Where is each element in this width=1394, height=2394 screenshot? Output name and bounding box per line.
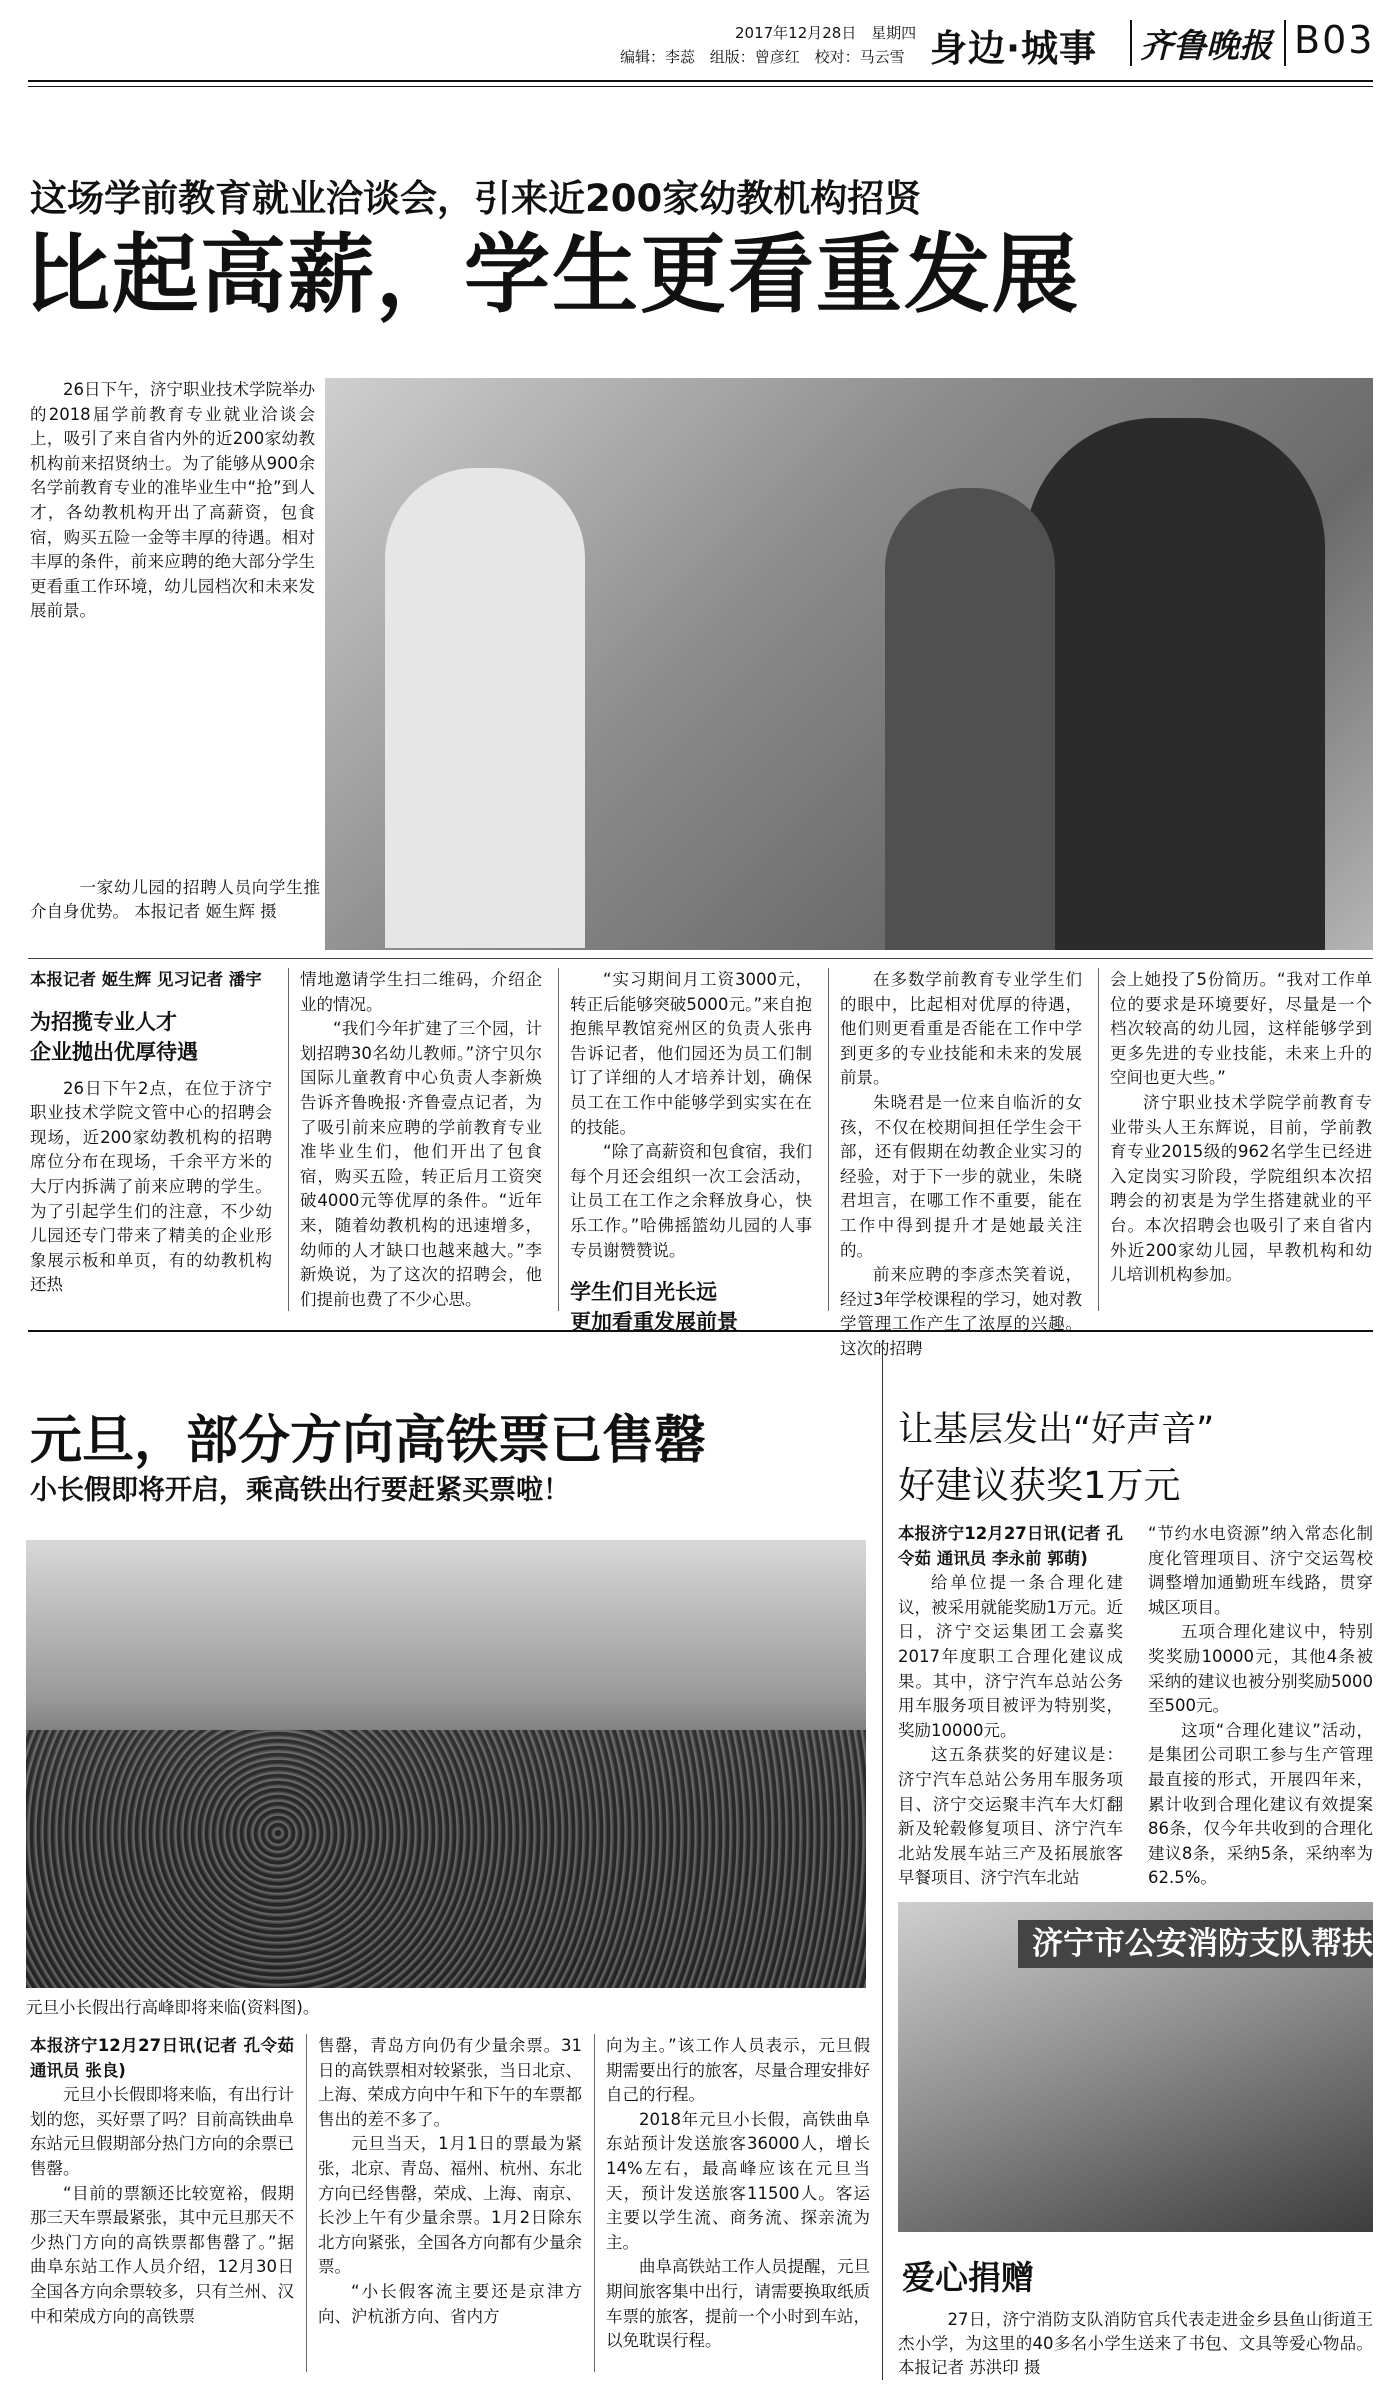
- story4-headline: 爱心捐赠: [902, 2258, 1034, 2297]
- story3-colB-text-1: 五项合理化建议中，特别奖奖励10000元，其他4条被采纳的建议也被分别奖励5000至500元。: [1148, 1622, 1373, 1716]
- story1-col4-text-2: 朱晓君是一位来自临沂的女孩，不仅在校期间担任学生会干部，还有假期在幼教企业实习的经验，对于下一步的就业，朱晓君坦言，在哪工作不重要，能在工作中得到提升才是她最关注的。: [840, 1092, 1082, 1260]
- story2-colC-text-2: 曲阜高铁站工作人员提醒，元旦期间旅客集中出行，请需要换取纸质车票的旅客，提前一个小时到车站，以免耽误行程。: [606, 2257, 870, 2351]
- story1-column-2: [300, 968, 542, 1312]
- photo-caption: 一家幼儿园的招聘人员向学生推介自身优势。 本报记者 姬生辉 摄: [30, 878, 320, 921]
- story2-column-3: [606, 2034, 870, 2354]
- story1-column-5: [1110, 968, 1372, 1288]
- story3-colA-text-0: 给单位提一条合理化建议，被采用就能奖励1万元。近日，济宁交运集团工会嘉奖2017年度职工合理化建议成果。其中，济宁汽车总站公务用车服务项目被评为特别奖，奖励10000元。: [898, 1573, 1123, 1740]
- proof-credit: 校对：马云雪: [814, 48, 905, 66]
- story2-byline: 本报济宁12月27日讯(记者 孔令茹 通讯员 张良): [30, 2036, 294, 2080]
- story2-column-2: [318, 2034, 582, 2329]
- col-divider: [1098, 968, 1099, 1311]
- section-title: 身边·城事: [930, 27, 1098, 70]
- story1-caption: [30, 876, 320, 924]
- story1-lead: [30, 378, 315, 624]
- section-rule: [28, 1330, 1373, 1332]
- story3-column-2: [1148, 1522, 1373, 1891]
- masthead-rule-2: [28, 86, 1373, 87]
- story1-col3-text-1: “实习期间月工资3000元，转正后能够突破5000元。”来自抱抱熊早教馆兖州区的负责人张冉告诉记者，他们园还为员工们制订了详细的人才培养计划，确保员工在工作中能够学到实实在在的技能。: [570, 970, 812, 1137]
- story1-col4-text-3: 前来应聘的李彦杰笑着说，经过3年学校课程的学习，她对教学管理工作产生了浓厚的兴趣。这次的招聘: [840, 1265, 1082, 1358]
- story1-photo: [325, 378, 1373, 950]
- paper-logo: 齐鲁晚报: [1140, 26, 1272, 65]
- story3-headline-2: 好建议获奖1万元: [898, 1464, 1181, 1507]
- story1-column-3: [570, 968, 812, 1347]
- story1-headline: 比起高薪，学生更看重发展: [24, 225, 1080, 325]
- story1-col5-text-1: 济宁职业技术学院学前教育专业带头人王东辉说，目前，学前教育专业2015级的962名学生已经进入定岗实习阶段，学院组织本次招聘会的初衷是为学生搭建就业的平台。本次招聘会也吸引了来自省内外近200家幼儿园，早教机构和幼儿培训机构参加。: [1110, 1092, 1372, 1285]
- story2-colA-text-2: “目前的票额还比较宽裕，假期那三天车票最紧张，其中元旦那天不少热门方向的高铁票都售罄了。”据曲阜东站工作人员介绍，12月30日全国各方向余票较多，只有兰州、汉中和荣成方向的高铁票: [30, 2183, 294, 2326]
- story1-column-4: [840, 968, 1082, 1362]
- photo-banner: 济宁市公安消防支队帮扶: [1018, 1920, 1373, 1968]
- story1-col4-text-1: 在多数学前教育专业学生们的眼中，比起相对优厚的待遇，他们则更看重是否能在工作中学到更多的专业技能和未来的发展前景。: [840, 970, 1082, 1088]
- col-divider: [558, 968, 559, 1311]
- story1-rule: [28, 958, 1373, 959]
- issue-weekday: 星期四: [871, 24, 917, 42]
- masthead-divider: [1130, 20, 1132, 66]
- story2-colC-text-1: 2018年元旦小长假，高铁曲阜东站预计发送旅客36000人，增长14%左右，最高峰应该在元旦当天，预计发送旅客11500人。客运主要以学生流、商务流、探亲流为主。: [606, 2109, 870, 2252]
- story1-col5-text-0: 会上她投了5份简历。“我对工作单位的要求是环境要好，尽量是一个档次较高的幼儿园，这样能够学到更多先进的专业技能，未来上升的空间也更大些。”: [1110, 970, 1372, 1088]
- story3-column-1: [898, 1522, 1123, 1891]
- story4-caption: 27日，济宁消防支队消防官兵代表走进金乡县鱼山街道王杰小学，为这里的40多名小学生送来了书包、文具等爱心物品。 本报记者 苏洪印 摄: [898, 2310, 1373, 2377]
- story2-column-1: [30, 2034, 294, 2329]
- story2-colB-text-2: “小长假客流主要还是京津方向、沪杭浙方向、省内方: [318, 2281, 582, 2326]
- masthead-staff-line: [620, 46, 905, 67]
- story2-caption: 元旦小长假出行高峰即将来临(资料图)。: [26, 1998, 320, 2017]
- story3-colB-text-2: 这项“合理化建议”活动，是集团公司职工参与生产管理最直接的形式，开展四年来，累计收到合理化建议有效提案86条，仅今年共收到的合理化建议8条，采纳5条，采纳率为62.5%。: [1148, 1720, 1373, 1888]
- photo-crowd: [26, 1730, 866, 1988]
- story2-colA-text-1: 元旦小长假即将来临，有出行计划的您，买好票了吗？目前高铁曲阜东站元旦假期部分热门方向的余票已售罄。: [30, 2085, 294, 2178]
- story2-subhead: 小长假即将开启，乘高铁出行要赶紧买票啦！: [30, 1475, 570, 1506]
- page-number: B03: [1294, 18, 1375, 62]
- masthead: [0, 0, 1394, 78]
- story4-photo: [898, 1902, 1373, 2232]
- col-divider: [828, 968, 829, 1311]
- story1-col2-text-0: 情地邀请学生扫二维码，介绍企业的情况。: [300, 970, 542, 1014]
- editor-credit: 编辑：李蕊: [620, 48, 696, 66]
- story2-colB-text-1: 元旦当天，1月1日的票最为紧张，北京、青岛、福州、杭州、东北方向已经售罄，荣成、上海、南京、长沙上午有少量余票。1月2日除东北方向紧张，全国各方向都有少量余票。: [318, 2134, 582, 2277]
- masthead-date-line: [735, 22, 916, 43]
- story1-byline: 本报记者 姬生辉 见习记者 潘宇: [30, 970, 262, 989]
- masthead-rule: [28, 80, 1373, 82]
- story1-column-1: [30, 968, 272, 1298]
- story3-colB-text-0: “节约水电资源”纳入常态化制度化管理项目、济宁交运驾校调整增加通勤班车线路，贯穿城区项目。: [1148, 1524, 1373, 1617]
- story1-subhead-2: 学生们目光长远 更加看重发展前景: [570, 1280, 738, 1335]
- story2-photo: [26, 1540, 866, 1988]
- story2-headline: 元旦，部分方向高铁票已售罄: [30, 1411, 707, 1471]
- story1-col1-text: 26日下午2点，在位于济宁职业技术学院文管中心的招聘会现场，近200家幼教机构的招聘席位分布在现场，千余平方米的大厅内拆满了前来应聘的学生。为了引起学生们的注意，不少幼儿园还专门带来了精美的企业形象展示板和单页，有的幼教机构还热: [30, 1078, 272, 1295]
- story3-byline: 本报济宁12月27日讯(记者 孔令茹 通讯员 李永前 郭萌): [898, 1524, 1123, 1568]
- story1-kicker: 这场学前教育就业洽谈会，引来近200家幼教机构招贤: [30, 177, 922, 220]
- story3-headline-1: 让基层发出“好声音”: [898, 1410, 1215, 1450]
- story2-colC-text-0: 向为主。”该工作人员表示，元旦假期需要出行的旅客，尽量合理安排好自己的行程。: [606, 2036, 870, 2105]
- story1-col2-text-1: “我们今年扩建了三个园，计划招聘30名幼儿教师。”济宁贝尔国际儿童教育中心负责人李新焕告诉齐鲁晚报·齐鲁壹点记者，为了吸引前来应聘的学前教育专业准毕业生们，他们开出了包食宿，购买五险，转正后月工资突破4000元等优厚的条件。“近年来，随着幼教机构的迅速增多，幼师的人才缺口也越来越大。”李新焕说，为了这次的招聘会，他们提前也费了不少心思。: [300, 1019, 542, 1309]
- story1-col3-text-2: “除了高薪资和包食宿，我们每个月还会组织一次工会活动，让员工在工作之余释放身心，快乐工作。”哈佛摇篮幼儿园的人事专员谢赞赞说。: [570, 1142, 812, 1260]
- col-divider: [288, 968, 289, 1311]
- photo-figure-left: [385, 468, 585, 948]
- masthead-divider-2: [1284, 20, 1286, 66]
- story4-caption-block: [898, 2308, 1373, 2380]
- col-divider: [594, 2034, 595, 2372]
- story-divider: [882, 1340, 883, 2380]
- photo-figure-center: [885, 488, 1055, 950]
- layout-credit: 组版：曾彦红: [709, 48, 800, 66]
- story1-subhead-1: 为招揽专业人才 企业抛出优厚待遇: [30, 1009, 198, 1064]
- photo-figure-right: [1025, 418, 1325, 950]
- lead-paragraph: 26日下午，济宁职业技术学院举办的2018届学前教育专业就业洽谈会上，吸引了来自省内外的近200家幼教机构前来招贤纳士。为了能够从900余名学前教育专业的准毕业生中“抢”到人才，各幼教机构开出了高薪资，包食宿，购买五险一金等丰厚的待遇。相对丰厚的条件，前来应聘的绝大部分学生更看重工作环境，幼儿园档次和未来发展前景。: [30, 380, 315, 621]
- story2-colB-text-0: 售罄，青岛方向仍有少量余票。31日的高铁票相对较紧张，当日北京、上海、荣成方向中午和下午的车票都售出的差不多了。: [318, 2036, 582, 2129]
- story3-colA-text-1: 这五条获奖的好建议是：济宁汽车总站公务用车服务项目、济宁交运聚丰汽车大灯翻新及轮毂修复项目、济宁汽车北站发展车站三产及拓展旅客早餐项目、济宁汽车北站: [898, 1745, 1123, 1888]
- col-divider: [306, 2034, 307, 2372]
- issue-date: 2017年12月28日: [735, 24, 857, 42]
